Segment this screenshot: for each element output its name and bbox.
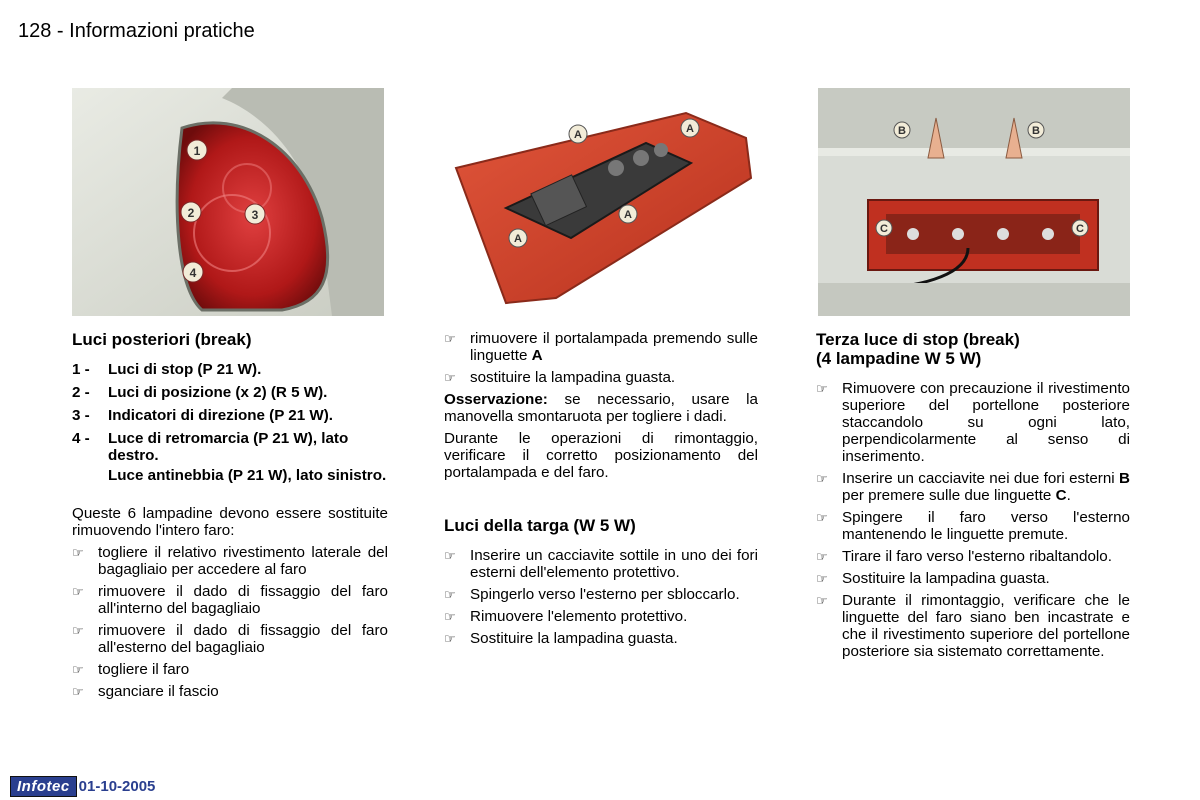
step-text: .: [1066, 487, 1071, 504]
item-text: Indicatori di direzione (P 21 W).: [108, 407, 334, 424]
edition-date: 01-10-2005: [78, 777, 156, 795]
item-text: Luci di stop (P 21 W).: [108, 361, 262, 378]
callout-1: 1: [193, 144, 201, 158]
list-item: [816, 570, 1130, 587]
list-item: [72, 384, 388, 404]
pointing-hand-icon: ☞: [816, 571, 828, 586]
step-text: rimuovere il dado di fissaggio del faro all'interno del bagagliaio: [98, 583, 388, 617]
step-text: rimuovere il dado di fissaggio del faro all'esterno del bagagliaio: [98, 622, 388, 656]
column-third-brake-light: [816, 330, 1130, 665]
list-item: [444, 630, 758, 647]
step-text: Spingere il faro verso l'esterno mantenendo le linguette premute.: [842, 509, 1130, 543]
item-number: 2 -: [72, 384, 90, 401]
heading-line: (4 lampadine W 5 W): [816, 349, 982, 368]
list-item: [72, 661, 388, 678]
rear-light-image: [72, 88, 384, 316]
item-number: 1 -: [72, 361, 90, 378]
list-item: [444, 330, 758, 364]
pointing-hand-icon: ☞: [444, 631, 456, 646]
list-item: [72, 544, 388, 578]
pointing-hand-icon: ☞: [444, 609, 456, 624]
item-text: Luce antinebbia (P 21 W), lato sinistro.: [108, 467, 387, 484]
item-number: 4 -: [72, 430, 90, 447]
list-item: [816, 470, 1130, 504]
list-item: [444, 608, 758, 625]
callout-a-4: A: [514, 233, 522, 245]
section-heading-rear-lights: Luci posteriori (break): [72, 330, 252, 349]
heading-line: Terza luce di stop (break): [816, 330, 1020, 349]
observation-paragraph: [444, 391, 758, 425]
observation-text: se necessario, usare la manovella smontaruota per togliere i dadi.: [444, 391, 758, 425]
page-title: 128 - Informazioni pratiche: [18, 20, 255, 42]
step-text: sganciare il fascio: [98, 683, 219, 700]
step-text: Inserire un cacciavite sottile in uno dei fori esterni dell'elemento protettivo.: [470, 547, 758, 581]
pointing-hand-icon: ☞: [72, 584, 84, 599]
step-text: Sostituire la lampadina guasta.: [470, 630, 678, 647]
procedure-list: [816, 380, 1130, 660]
footer: [10, 776, 155, 796]
pointing-hand-icon: ☞: [72, 545, 84, 560]
list-item: [72, 361, 388, 381]
step-text: Durante il rimontaggio, verificare che le linguette del faro siano ben incastrate e che il rivestimento superiore del portellone posteriore sia sistemato correttamente.: [842, 592, 1130, 660]
step-text: Sostituire la lampadina guasta.: [842, 570, 1050, 587]
step-text: Rimuovere con precauzione il rivestimento superiore del portellone posteriore staccandolo su ogni lato, perpendicolarmente al senso di inserimento.: [842, 380, 1130, 465]
pointing-hand-icon: ☞: [816, 510, 828, 525]
callout-c-1: C: [880, 223, 888, 235]
infotec-logo: Infotec: [10, 776, 77, 797]
list-item: [816, 592, 1130, 660]
pointing-hand-icon: ☞: [816, 549, 828, 564]
pointing-hand-icon: ☞: [816, 593, 828, 608]
intro-paragraph: Queste 6 lampadine devono essere sostituite rimuovendo l'intero faro:: [72, 505, 388, 539]
list-item: [816, 548, 1130, 565]
list-item: [72, 583, 388, 617]
list-item: [816, 380, 1130, 465]
step-text: sostituire la lampadina guasta.: [470, 369, 676, 386]
step-text: Spingerlo verso l'esterno per sbloccarlo.: [470, 586, 740, 603]
list-item: [444, 369, 758, 386]
pointing-hand-icon: ☞: [72, 623, 84, 638]
procedure-list: [444, 330, 758, 386]
callout-4: 4: [189, 266, 197, 280]
procedure-list: [72, 544, 388, 700]
lamp-holder-image: [446, 88, 758, 316]
callout-ref: A: [531, 347, 543, 364]
procedure-list: [444, 547, 758, 647]
column-lamp-holder: [444, 330, 758, 652]
pointing-hand-icon: ☞: [72, 662, 84, 677]
callout-a-1: A: [574, 129, 582, 141]
step-text: per premere sulle due linguette: [842, 487, 1056, 504]
pointing-hand-icon: ☞: [816, 381, 828, 396]
step-text: Inserire un cacciavite nei due fori esterni: [842, 470, 1120, 487]
callout-ref: C: [1055, 487, 1067, 504]
list-item: [72, 622, 388, 656]
callout-3: 3: [251, 208, 259, 222]
step-text: Rimuovere l'elemento protettivo.: [470, 608, 688, 625]
pointing-hand-icon: ☞: [444, 331, 456, 346]
pointing-hand-icon: ☞: [816, 471, 828, 486]
callout-b-1: B: [898, 125, 906, 137]
reassembly-paragraph: Durante le operazioni di rimontaggio, verificare il corretto posizionamento del portalampada e del faro.: [444, 430, 758, 481]
list-item: [816, 509, 1130, 543]
third-brake-light-image: [818, 88, 1130, 316]
step-text: rimuovere il portalampada premendo sulle linguette: [470, 330, 758, 364]
pointing-hand-icon: ☞: [72, 684, 84, 699]
observation-label: Osservazione:: [444, 391, 548, 408]
column-rear-lights: [72, 330, 388, 705]
callout-a-3: A: [624, 209, 632, 221]
list-item: [72, 430, 388, 487]
list-item: [72, 683, 388, 700]
item-text: Luce di retromarcia (P 21 W), lato destro.: [108, 430, 349, 464]
list-item: [444, 547, 758, 581]
pointing-hand-icon: ☞: [444, 587, 456, 602]
section-heading-plate-lights: Luci della targa (W 5 W): [444, 516, 636, 535]
step-text: Tirare il faro verso l'esterno ribaltandolo.: [842, 548, 1112, 565]
callout-ref: B: [1119, 470, 1130, 487]
step-text: togliere il faro: [98, 661, 190, 678]
list-item: [72, 407, 388, 427]
callout-2: 2: [187, 206, 195, 220]
callout-a-2: A: [686, 123, 694, 135]
step-text: togliere il relativo rivestimento laterale del bagagliaio per accedere al faro: [98, 544, 388, 578]
callout-c-2: C: [1076, 223, 1084, 235]
item-number: 3 -: [72, 407, 90, 424]
pointing-hand-icon: ☞: [444, 548, 456, 563]
pointing-hand-icon: ☞: [444, 370, 456, 385]
item-text: Luci di posizione (x 2) (R 5 W).: [108, 384, 328, 401]
section-heading-third-brake-light: [816, 330, 1130, 368]
callout-b-2: B: [1032, 125, 1040, 137]
list-item: [444, 586, 758, 603]
bulb-list: [72, 361, 388, 487]
